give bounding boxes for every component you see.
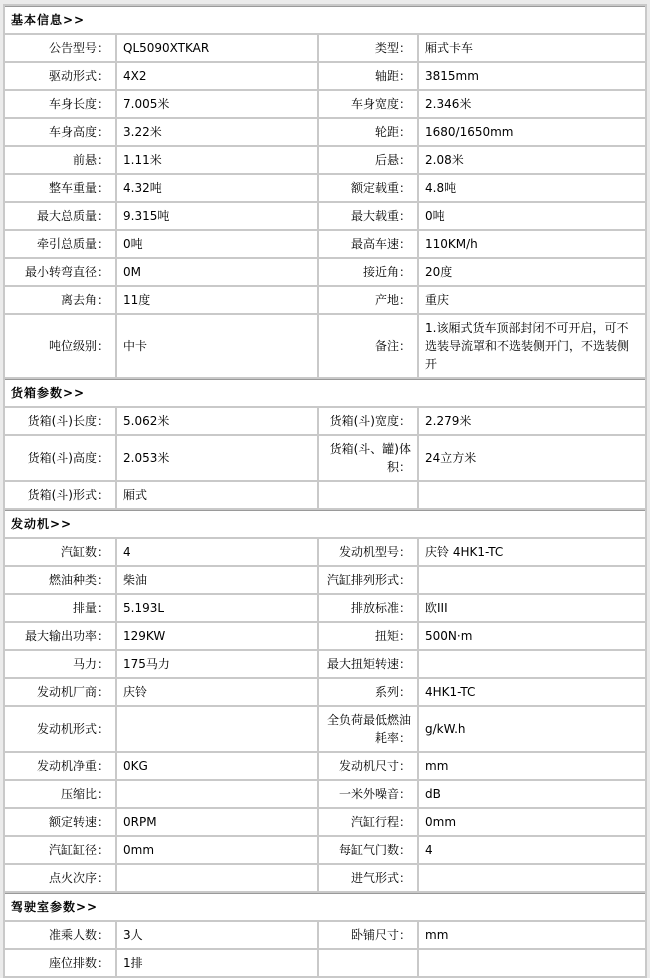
spec-label: 类型：: [319, 35, 417, 61]
spec-value: 0吨: [117, 231, 317, 257]
spec-value: 5.062米: [117, 408, 317, 434]
spec-label: 货箱(斗、罐)体积：: [319, 436, 417, 480]
spec-row: [5, 231, 645, 257]
section-title: 驾驶室参数>>: [5, 893, 645, 920]
spec-label: 货箱(斗)长度：: [5, 408, 115, 434]
section-header-row: [5, 893, 645, 920]
spec-row: [5, 119, 645, 145]
spec-value: 厢式卡车: [419, 35, 645, 61]
spec-label: 轮距：: [319, 119, 417, 145]
spec-row: [5, 539, 645, 565]
section-header-row: [5, 379, 645, 406]
spec-label: 最大总质量：: [5, 203, 115, 229]
spec-label: 额定载重：: [319, 175, 417, 201]
spec-value: 0mm: [419, 809, 645, 835]
spec-row: [5, 950, 645, 976]
spec-label: 后悬：: [319, 147, 417, 173]
spec-value: 2.346米: [419, 91, 645, 117]
spec-label: 驱动形式：: [5, 63, 115, 89]
spec-row: [5, 623, 645, 649]
spec-value: 110KM/h: [419, 231, 645, 257]
spec-row: [5, 707, 645, 751]
spec-label: 车身长度：: [5, 91, 115, 117]
spec-label: 发动机尺寸：: [319, 753, 417, 779]
spec-value: mm: [419, 922, 645, 948]
spec-label: 产地：: [319, 287, 417, 313]
spec-row: [5, 595, 645, 621]
spec-value: 2.053米: [117, 436, 317, 480]
spec-label: 排放标准：: [319, 595, 417, 621]
spec-label: 最小转弯直径：: [5, 259, 115, 285]
spec-value: 5.193L: [117, 595, 317, 621]
spec-table-body: [5, 6, 645, 976]
spec-row: [5, 753, 645, 779]
spec-value: dB: [419, 781, 645, 807]
spec-value: 4.32吨: [117, 175, 317, 201]
spec-value: 129KW: [117, 623, 317, 649]
spec-label: 压缩比：: [5, 781, 115, 807]
spec-value: [419, 950, 645, 976]
spec-label: 整车重量：: [5, 175, 115, 201]
spec-value: 3815mm: [419, 63, 645, 89]
spec-label: 发动机厂商：: [5, 679, 115, 705]
spec-label: 公告型号：: [5, 35, 115, 61]
spec-label: 货箱(斗)形式：: [5, 482, 115, 508]
spec-row: [5, 837, 645, 863]
spec-value: 中卡: [117, 315, 317, 377]
spec-value: 4: [117, 539, 317, 565]
spec-value: 2.279米: [419, 408, 645, 434]
spec-value: [419, 482, 645, 508]
spec-value: [117, 781, 317, 807]
spec-value: [117, 865, 317, 891]
spec-value: 24立方米: [419, 436, 645, 480]
spec-label: [319, 950, 417, 976]
section-title: 货箱参数>>: [5, 379, 645, 406]
spec-label: 发动机形式：: [5, 707, 115, 751]
spec-row: [5, 781, 645, 807]
spec-value: 0mm: [117, 837, 317, 863]
spec-label: 排量：: [5, 595, 115, 621]
spec-value: 2.08米: [419, 147, 645, 173]
spec-value: [419, 865, 645, 891]
spec-table: [3, 4, 647, 978]
spec-value: mm: [419, 753, 645, 779]
spec-value: [419, 567, 645, 593]
spec-row: [5, 922, 645, 948]
spec-label: 扭矩：: [319, 623, 417, 649]
spec-row: [5, 679, 645, 705]
spec-label: 最大扭矩转速：: [319, 651, 417, 677]
spec-row: [5, 567, 645, 593]
spec-label: 货箱(斗)高度：: [5, 436, 115, 480]
section-header-row: [5, 510, 645, 537]
spec-label: 马力：: [5, 651, 115, 677]
spec-value: 20度: [419, 259, 645, 285]
spec-value: 4: [419, 837, 645, 863]
spec-label: 最高车速：: [319, 231, 417, 257]
spec-value: 柴油: [117, 567, 317, 593]
spec-label: 点火次序：: [5, 865, 115, 891]
section-header-row: [5, 6, 645, 33]
section-title: 基本信息>>: [5, 6, 645, 33]
spec-label: 每缸气门数：: [319, 837, 417, 863]
spec-value: 9.315吨: [117, 203, 317, 229]
spec-value: [117, 707, 317, 751]
spec-value: 11度: [117, 287, 317, 313]
spec-label: 备注：: [319, 315, 417, 377]
spec-label: 全负荷最低燃油耗率：: [319, 707, 417, 751]
spec-value: 0KG: [117, 753, 317, 779]
spec-label: 燃油种类：: [5, 567, 115, 593]
spec-label: 发动机型号：: [319, 539, 417, 565]
spec-label: 牵引总质量：: [5, 231, 115, 257]
spec-value: 0吨: [419, 203, 645, 229]
spec-row: [5, 408, 645, 434]
spec-label: 轴距：: [319, 63, 417, 89]
spec-value: 4HK1-TC: [419, 679, 645, 705]
spec-row: [5, 865, 645, 891]
spec-row: [5, 482, 645, 508]
spec-row: [5, 436, 645, 480]
spec-label: 离去角：: [5, 287, 115, 313]
spec-value: 庆铃: [117, 679, 317, 705]
spec-label: 系列：: [319, 679, 417, 705]
spec-row: [5, 809, 645, 835]
spec-value: 0M: [117, 259, 317, 285]
spec-value: 1排: [117, 950, 317, 976]
spec-value: 庆铃 4HK1-TC: [419, 539, 645, 565]
spec-value: 500N·m: [419, 623, 645, 649]
spec-value: g/kW.h: [419, 707, 645, 751]
spec-label: 接近角：: [319, 259, 417, 285]
spec-value: 3.22米: [117, 119, 317, 145]
spec-value: 1.该厢式货车顶部封闭不可开启，可不选装导流罩和不选装侧开门，不选装侧开: [419, 315, 645, 377]
spec-row: [5, 147, 645, 173]
spec-label: [319, 482, 417, 508]
spec-row: [5, 175, 645, 201]
spec-row: [5, 259, 645, 285]
spec-value: 3人: [117, 922, 317, 948]
spec-label: 卧铺尺寸：: [319, 922, 417, 948]
spec-label: 额定转速：: [5, 809, 115, 835]
spec-value: 4X2: [117, 63, 317, 89]
spec-value: 欧III: [419, 595, 645, 621]
spec-label: 最大输出功率：: [5, 623, 115, 649]
spec-value: 4.8吨: [419, 175, 645, 201]
spec-row: [5, 91, 645, 117]
spec-row: [5, 287, 645, 313]
spec-value: 7.005米: [117, 91, 317, 117]
spec-value: 1.11米: [117, 147, 317, 173]
spec-label: 最大载重：: [319, 203, 417, 229]
spec-label: 座位排数：: [5, 950, 115, 976]
spec-row: [5, 651, 645, 677]
spec-row: [5, 35, 645, 61]
spec-value: QL5090XTKAR: [117, 35, 317, 61]
spec-row: [5, 315, 645, 377]
spec-value: 1680/1650mm: [419, 119, 645, 145]
spec-value: 175马力: [117, 651, 317, 677]
spec-row: [5, 203, 645, 229]
spec-row: [5, 63, 645, 89]
spec-label: 发动机净重：: [5, 753, 115, 779]
spec-label: 汽缸数：: [5, 539, 115, 565]
spec-value: 0RPM: [117, 809, 317, 835]
spec-label: 准乘人数：: [5, 922, 115, 948]
section-title: 发动机>>: [5, 510, 645, 537]
spec-label: 吨位级别：: [5, 315, 115, 377]
spec-value: 重庆: [419, 287, 645, 313]
spec-label: 货箱(斗)宽度：: [319, 408, 417, 434]
spec-label: 前悬：: [5, 147, 115, 173]
spec-label: 车身高度：: [5, 119, 115, 145]
spec-label: 汽缸排列形式：: [319, 567, 417, 593]
spec-label: 汽缸行程：: [319, 809, 417, 835]
spec-label: 车身宽度：: [319, 91, 417, 117]
spec-label: 进气形式：: [319, 865, 417, 891]
spec-label: 一米外噪音：: [319, 781, 417, 807]
spec-value: 厢式: [117, 482, 317, 508]
spec-value: [419, 651, 645, 677]
spec-label: 汽缸缸径：: [5, 837, 115, 863]
